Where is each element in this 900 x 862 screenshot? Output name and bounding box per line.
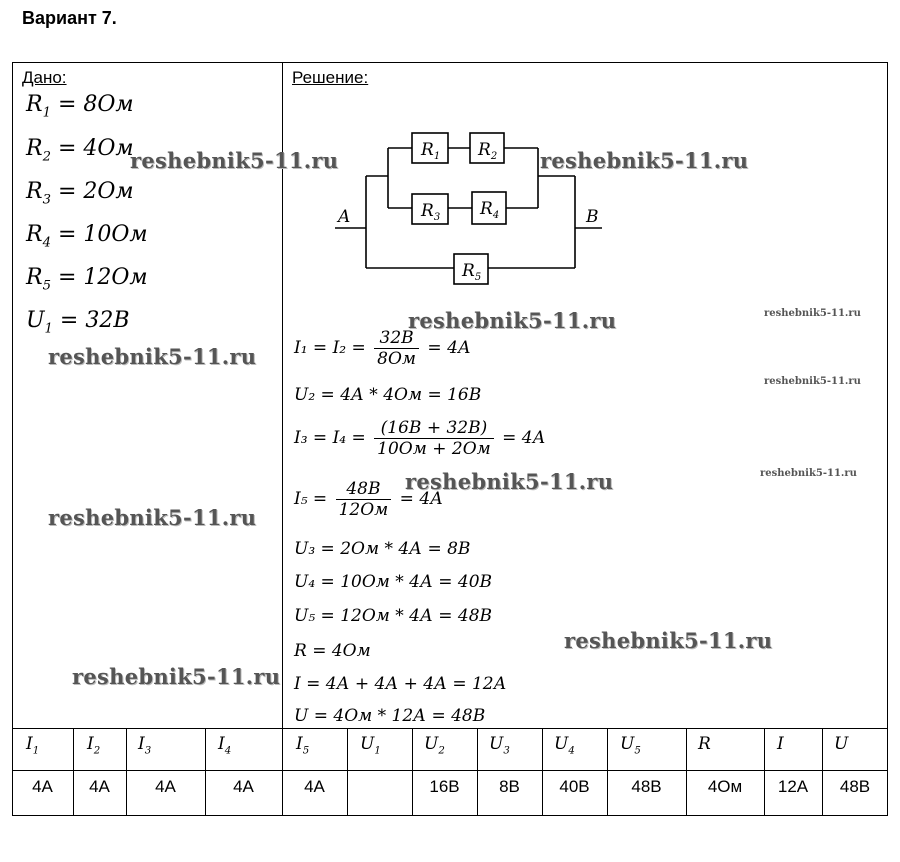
given-header: Дано:: [22, 68, 67, 87]
watermark: reshebnik5-11.ru: [408, 308, 617, 333]
table-header-i5: $I_5$: [296, 734, 310, 757]
watermark: reshebnik5-11.ru: [405, 469, 614, 494]
circuit-label-b: B: [586, 207, 599, 227]
table-col-divider: [542, 728, 543, 816]
resistor-label-r2: $R_2$: [478, 140, 498, 162]
table-header-u3: $U_3$: [489, 734, 510, 757]
circuit-label-a: A: [338, 207, 351, 227]
circuit-diagram: [330, 118, 620, 288]
given-u1: $U_1 = 32В$: [26, 308, 130, 337]
formula-u2: U₂ = 4А * 4Ом = 16В: [294, 385, 482, 405]
watermark: reshebnik5-11.ru: [48, 344, 257, 369]
watermark-small: reshebnik5-11.ru: [760, 468, 857, 479]
watermark: reshebnik5-11.ru: [564, 628, 773, 653]
table-header-i3: $I_3$: [138, 734, 152, 757]
table-col-divider: [205, 728, 206, 816]
table-col-divider: [282, 728, 283, 816]
formula-u4: U₄ = 10Ом * 4А = 40В: [294, 572, 493, 592]
page-title: Вариант 7.: [22, 8, 117, 28]
resistor-label-r5: $R_5$: [462, 261, 482, 283]
watermark: reshebnik5-11.ru: [72, 664, 281, 689]
watermark: reshebnik5-11.ru: [130, 148, 339, 173]
table-value-u4: 40В: [559, 777, 590, 796]
table-header-u4: $U_4$: [554, 734, 575, 757]
table-value-i2: 4А: [89, 777, 110, 796]
formula-u5: U₅ = 12Ом * 4А = 48В: [294, 606, 493, 626]
table-value-i5: 4А: [304, 777, 325, 796]
table-value-r: 4Ом: [707, 777, 743, 796]
table-col-divider: [822, 728, 823, 816]
table-col-divider: [347, 728, 348, 816]
table-header-i: I: [777, 734, 784, 754]
table-header-u1: $U_1$: [360, 734, 381, 757]
table-col-divider: [73, 728, 74, 816]
table-header-i1: $I_1$: [26, 734, 40, 757]
formula-u: U = 4Ом * 12А = 48В: [294, 706, 486, 726]
table-value-i4: 4А: [233, 777, 254, 796]
row-divider: [12, 728, 888, 729]
table-col-divider: [412, 728, 413, 816]
table-header-u5: $U_5$: [620, 734, 641, 757]
table-header-i4: $I_4$: [218, 734, 232, 757]
table-col-divider: [686, 728, 687, 816]
resistor-label-r1: $R_1$: [421, 140, 441, 162]
table-header-u: U: [834, 734, 849, 754]
formula-i1-i2: I₁ = I₂ = $\frac{32В}{8Ом}$ = 4А: [294, 328, 471, 369]
resistor-label-r3: $R_3$: [421, 201, 441, 223]
table-value-i3: 4А: [155, 777, 176, 796]
table-value-i1: 4А: [32, 777, 53, 796]
table-col-divider: [126, 728, 127, 816]
watermark: reshebnik5-11.ru: [540, 148, 749, 173]
formula-u3: U₃ = 2Ом * 4А = 8В: [294, 539, 471, 559]
table-header-r: R: [698, 734, 711, 754]
table-value-u3: 8В: [499, 777, 520, 796]
given-r3: $R_3 = 2Ом$: [26, 179, 134, 208]
table-value-i: 12А: [777, 777, 809, 796]
table-value-u5: 48В: [631, 777, 662, 796]
formula-i3-i4: I₃ = I₄ = $\frac{(16В + 32В)}{10Ом + 2Ом}$ = 4А: [294, 418, 546, 459]
table-header-i2: $I_2$: [87, 734, 101, 757]
table-col-divider: [477, 728, 478, 816]
given-r4: $R_4 = 10Ом$: [26, 222, 148, 251]
given-r5: $R_5 = 12Ом$: [26, 265, 148, 294]
table-col-divider: [607, 728, 608, 816]
table-col-divider: [764, 728, 765, 816]
formula-r: R = 4Ом: [294, 641, 371, 661]
table-value-u: 48В: [839, 777, 871, 796]
formula-i: I = 4А + 4А + 4А = 12А: [294, 674, 507, 694]
solution-header: Решение:: [292, 68, 369, 87]
watermark-small: reshebnik5-11.ru: [764, 308, 861, 319]
row-divider: [12, 770, 888, 771]
resistor-label-r4: $R_4$: [480, 199, 500, 221]
table-value-u2: 16В: [429, 777, 460, 796]
formula-i5: I₅ = $\frac{48В}{12Ом}$ = 4А: [294, 479, 444, 520]
watermark-small: reshebnik5-11.ru: [764, 376, 861, 387]
watermark: reshebnik5-11.ru: [48, 505, 257, 530]
given-r2: $R_2 = 4Ом$: [26, 136, 134, 165]
table-header-u2: $U_2$: [424, 734, 445, 757]
given-r1: $R_1 = 8Ом$: [26, 92, 134, 121]
